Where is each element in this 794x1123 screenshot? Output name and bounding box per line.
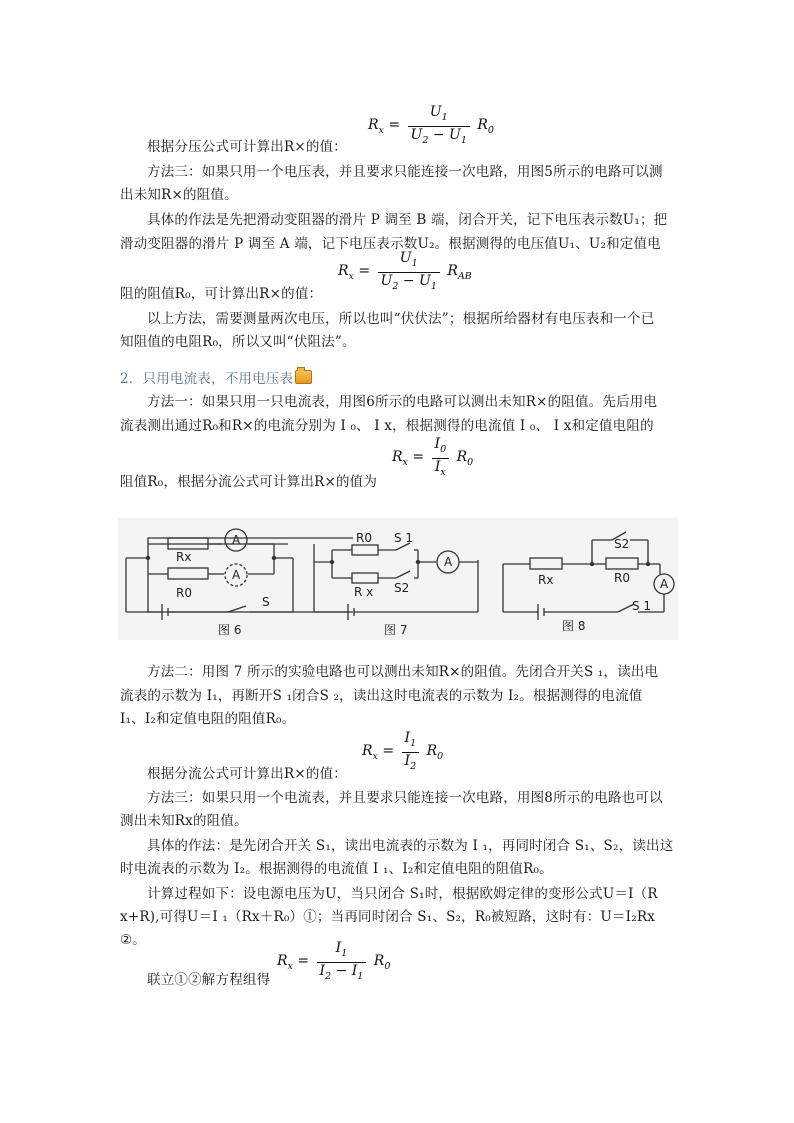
paragraph: 阻的阻值R₀，可计算出R×的值： (120, 286, 323, 302)
resistor-r0-fig6 (168, 568, 208, 579)
formula-rx-rab: $R_x$ = $\frac{U_1}{U_2 - U_1}$ $R_{AB}$ (338, 250, 472, 292)
ammeter-label: A (232, 533, 241, 547)
resistor-rx-fig7 (352, 573, 378, 583)
caption-fig7: 图 7 (384, 623, 408, 637)
paragraph: 流表测出通过R₀和R×的电流分别为 I ₀、 I x，根据测得的电流值 I ₀、 I x和定值电阻的 (120, 418, 654, 434)
label-r0-fig6: R0 (176, 586, 192, 600)
paragraph: 阻值R₀，根据分流公式可计算出R×的值为 (120, 474, 378, 490)
paragraph: 具体的作法：是先闭合开关 S₁，读出电流表的示数为 I ₁，再同时闭合 S₁、S₂，读出这 (147, 838, 674, 854)
paragraph: 方法一：如果只用一只电流表，用图6所示的电路可以测出未知R×的阻值。先后用电 (147, 394, 658, 410)
paragraph: 方法三：如果只用一个电流表，并且要求只能连接一次电路，用图8所示的电路也可以 (147, 790, 663, 806)
label-r0-fig8: R0 (614, 571, 630, 585)
ammeter-label: A (232, 568, 241, 582)
formula-rx-current-divider: $R_x$ = $\frac{I_0}{I_x}$ $R_0$ (392, 436, 474, 478)
ammeter-label: A (660, 577, 669, 591)
switch-s2-fig7 (396, 571, 410, 578)
paragraph: 根据分压公式可计算出R×的值： (147, 139, 347, 155)
paragraph: 滑动变阻器的滑片 P 调至 A 端，记下电压表示数U₂。根据测得的电压值U₁、U₂和定值电 (120, 236, 661, 252)
paragraph: 联立①②解方程组得 (147, 972, 271, 988)
label-rx-fig6: Rx (176, 550, 192, 564)
paragraph: 知阻值的电阻R₀，所以又叫“伏阻法”。 (120, 334, 356, 350)
paragraph: 测出未知Rx的阻值。 (120, 813, 248, 829)
paragraph: 根据分流公式可计算出R×的值： (147, 766, 347, 782)
paragraph: ②。 (120, 932, 147, 948)
switch-fig6 (228, 606, 246, 612)
label-s2-fig8: S2 (614, 537, 630, 551)
label-s1-fig7: S 1 (394, 531, 414, 545)
circuit-figures (118, 518, 678, 640)
label-s-fig6: S (262, 595, 270, 609)
paragraph: 出未知R×的阻值。 (120, 187, 238, 203)
formula-rx-i1-i2: $R_x$ = $\frac{I_1}{I_2}$ $R_0$ (362, 730, 444, 772)
paragraph: 流表的示数为 I₁，再断开S ₁闭合S ₂，读出这时电流表的示数为 I₂。根据测得的电流值 (120, 688, 643, 704)
circuit-diagrams (118, 518, 678, 640)
paragraph: 以上方法，需要测量两次电压，所以也叫“伏伏法”；根据所给器材有电压表和一个已 (147, 311, 655, 327)
label-rx-fig7: R x (354, 585, 374, 599)
label-s2-fig7: S2 (394, 581, 410, 595)
paragraph: 时电流表的示数为 I₂。根据测得的电流值 I ₁、I₂和定值电阻的阻值R₀。 (120, 861, 553, 877)
paragraph: x+R),可得U＝I ₁（Rx＋R₀）①；当再同时闭合 S₁、S₂，R₀被短路，这时有：U＝I₂Rx (120, 909, 656, 925)
paragraph: 具体的作法是先把滑动变阻器的滑片 P 调至 B 端，闭合开关，记下电压表示数U₁；把 (147, 212, 668, 228)
resistor-rx-fig8 (530, 558, 562, 569)
label-s1-fig8: S 1 (632, 599, 652, 613)
paragraph: 方法三：如果只用一个电压表，并且要求只能连接一次电路，用图5所示的电路可以测 (147, 164, 663, 180)
ammeter-label: A (444, 555, 453, 569)
caption-fig8: 图 8 (562, 619, 586, 633)
folder-icon (295, 370, 312, 384)
resistor-r0-fig8 (606, 558, 638, 569)
paragraph: 方法二：用图 7 所示的实验电路也可以测出未知R×的阻值。先闭合开关S ₁，读出电 (147, 664, 659, 680)
formula-rx-system: $R_x$ = $\frac{I_1}{I_2 - I_1}$ $R_0$ (277, 940, 391, 982)
resistor-r0-fig7 (352, 545, 378, 555)
paragraph: 计算过程如下：设电源电压为U，当只闭合 S₁时，根据欧姆定律的变形公式U＝I（R (147, 886, 658, 902)
paragraph: I₁、I₂和定值电阻的阻值R₀。 (120, 711, 296, 727)
label-rx-fig8: Rx (538, 573, 554, 587)
formula-rx-voltage-divider: $R_x$ = $\frac{U_1}{U_2 - U_1}$ $R_0$ (368, 104, 494, 146)
caption-fig6: 图 6 (218, 623, 242, 637)
label-r0-fig7: R0 (356, 531, 372, 545)
section-heading: 2．只用电流表，不用电压表 (120, 367, 312, 387)
